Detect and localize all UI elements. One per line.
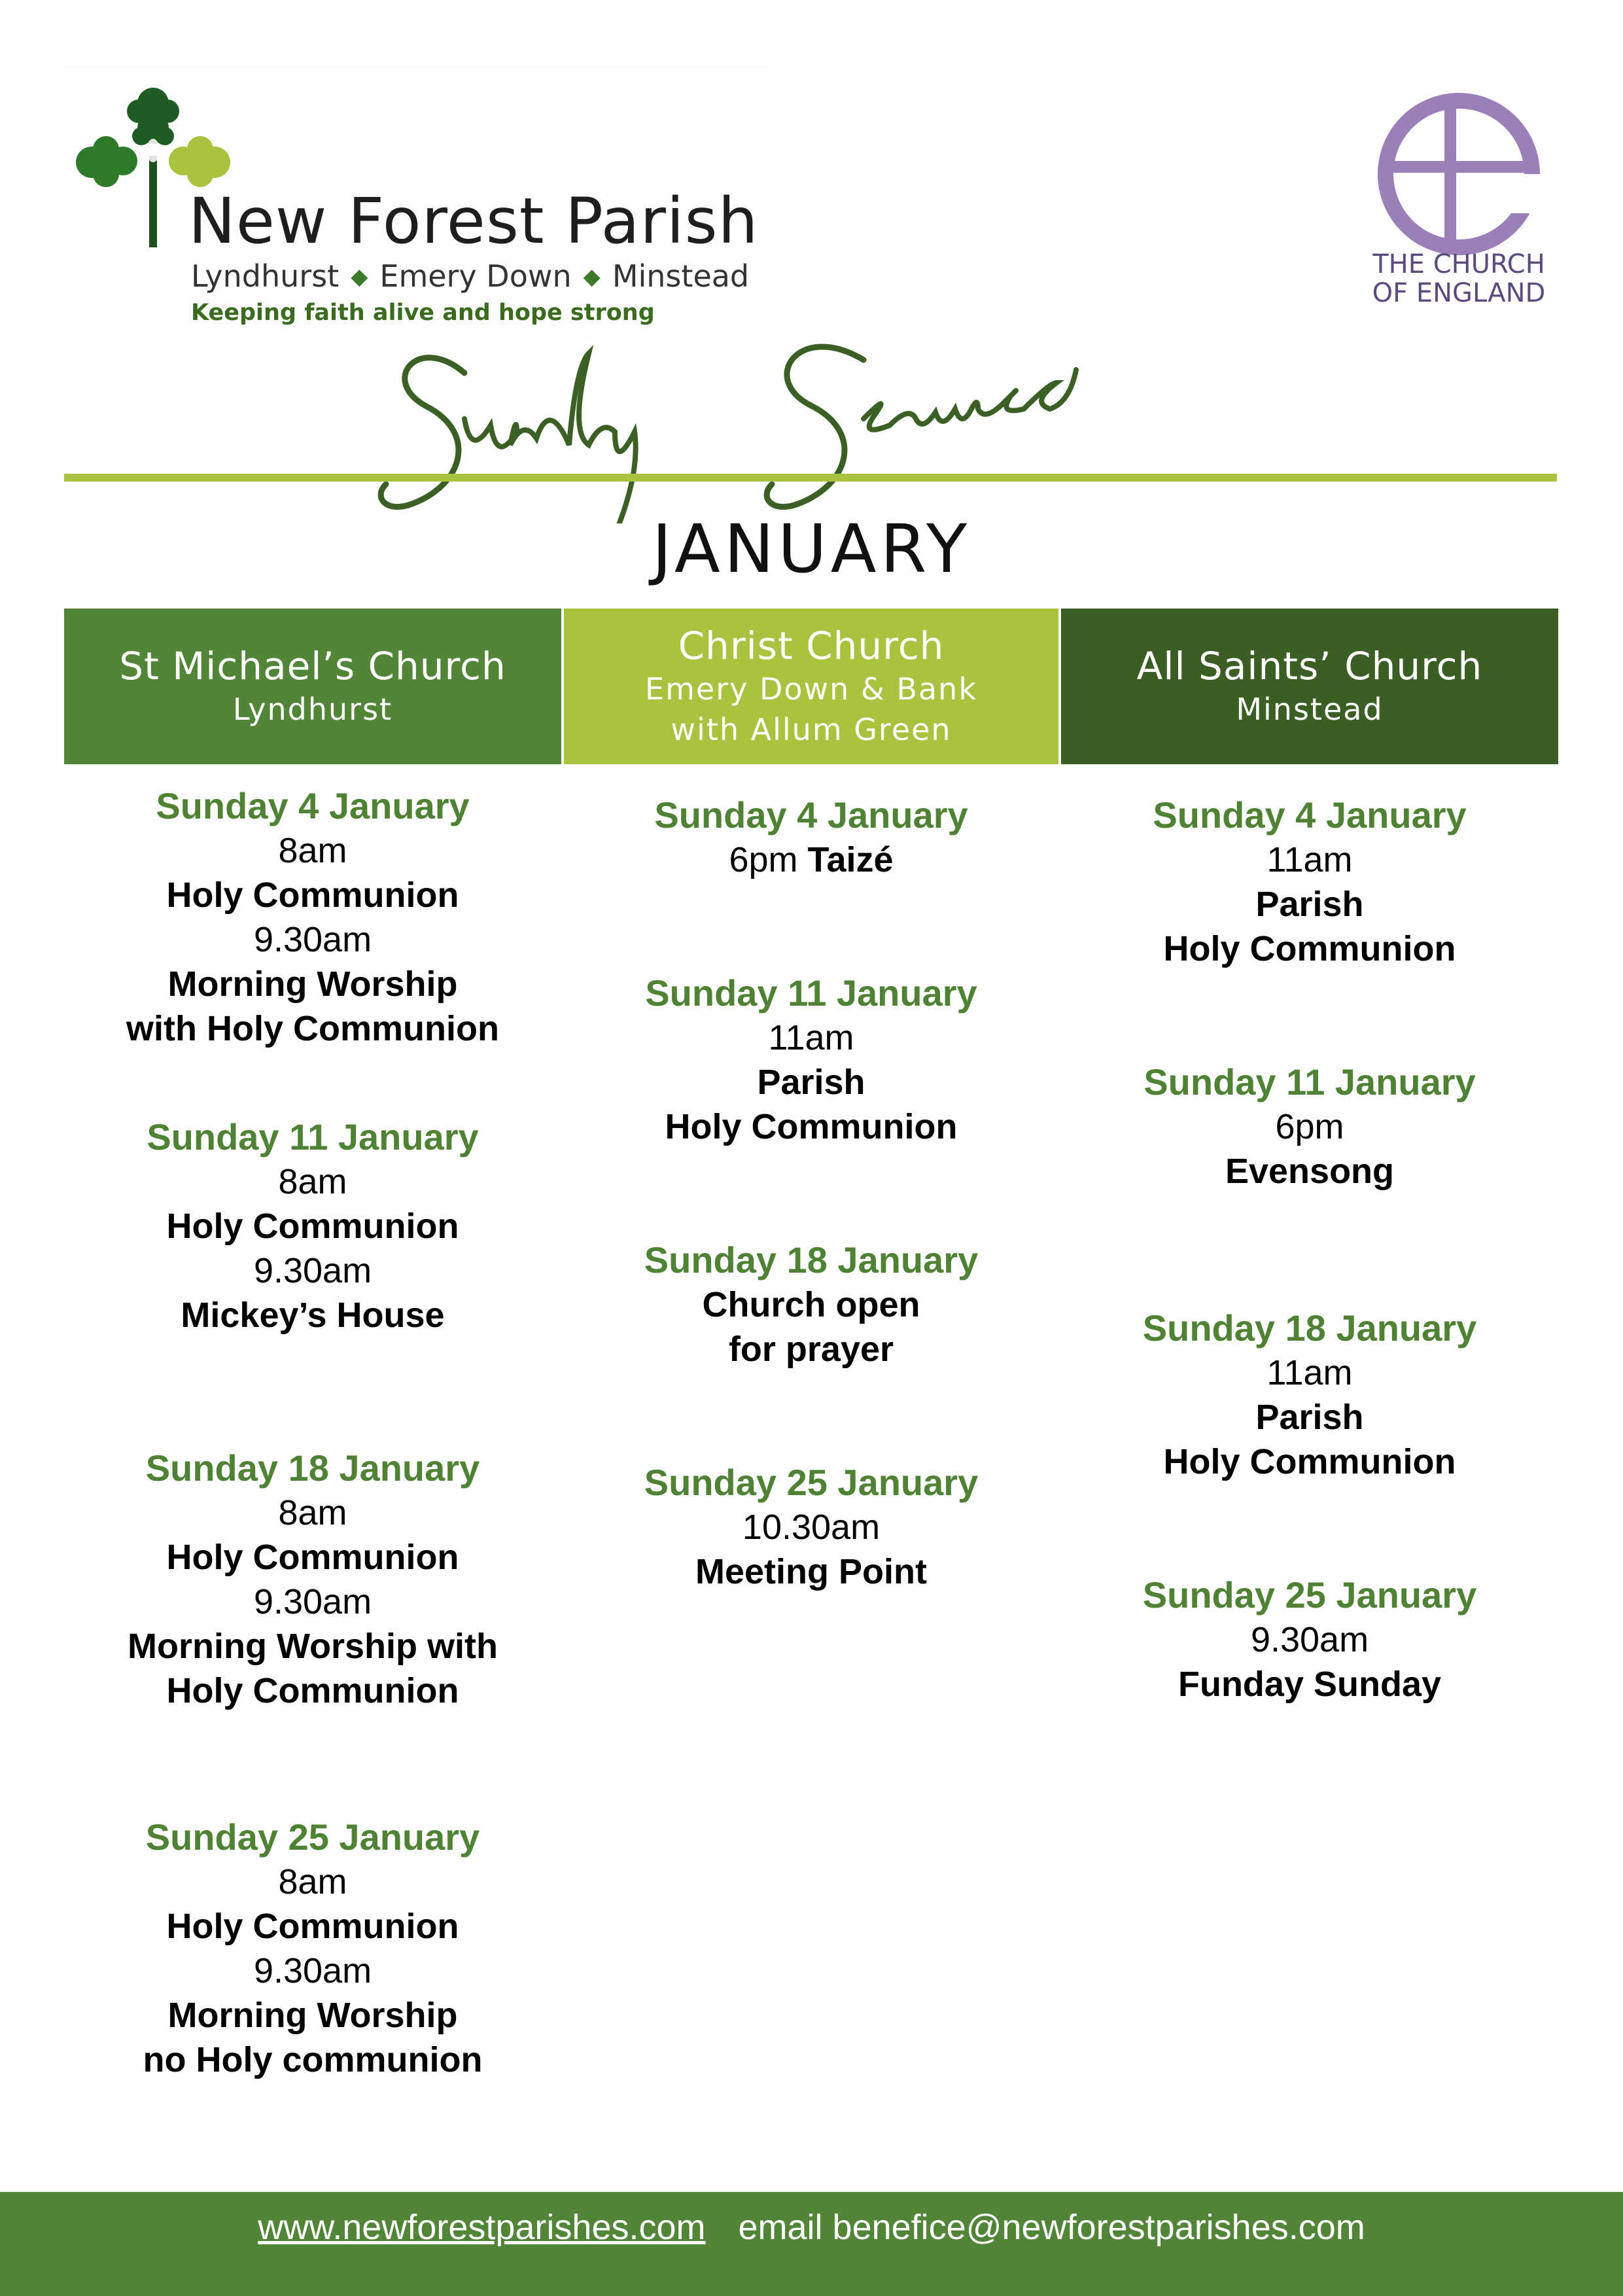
service-line bbox=[564, 838, 1058, 882]
service-date: Sunday 11 January bbox=[147, 1116, 479, 1157]
place-lyndhurst: Lyndhurst bbox=[191, 258, 340, 294]
service-date: Sunday 18 January bbox=[1142, 1307, 1477, 1349]
service-entry bbox=[64, 784, 561, 1051]
service-date: Sunday 4 January bbox=[156, 785, 470, 826]
website-link[interactable]: www.newforestparishes.com bbox=[258, 2208, 706, 2247]
service-entry bbox=[1061, 793, 1558, 971]
church-location-2: with Allum Green bbox=[671, 712, 952, 747]
service-time: 9.30am bbox=[253, 1582, 372, 1621]
service-name: Holy Communion bbox=[1163, 1442, 1456, 1481]
church-of-england-wordmark bbox=[1367, 250, 1550, 308]
service-name: Evensong bbox=[1225, 1152, 1395, 1191]
parish-places bbox=[191, 258, 749, 294]
church-header-christ-church bbox=[564, 609, 1058, 764]
footer-bar bbox=[0, 2192, 1623, 2296]
service-date: Sunday 25 January bbox=[1142, 1574, 1477, 1616]
place-minstead: Minstead bbox=[612, 258, 750, 294]
service-date: Sunday 11 January bbox=[645, 972, 977, 1014]
service-name: Morning Worship bbox=[167, 1996, 458, 2035]
service-time: 9.30am bbox=[253, 1251, 372, 1290]
service-name: Parish bbox=[757, 1063, 865, 1102]
service-name: Holy Communion bbox=[166, 1207, 459, 1246]
service-time: 8am bbox=[278, 1493, 347, 1532]
service-entry bbox=[564, 1238, 1058, 1371]
church-location: Lyndhurst bbox=[232, 692, 393, 727]
church-name: St Michael’s Church bbox=[119, 644, 506, 688]
service-date: Sunday 25 January bbox=[644, 1462, 979, 1503]
place-emery-down: Emery Down bbox=[379, 258, 572, 294]
service-entry bbox=[64, 1115, 561, 1337]
service-time: 6pm bbox=[729, 840, 798, 879]
service-entry bbox=[64, 1446, 561, 1713]
service-name: no Holy communion bbox=[143, 2040, 483, 2079]
church-location: Minstead bbox=[1236, 692, 1384, 727]
service-time: 9.30am bbox=[253, 920, 372, 959]
service-time: 6pm bbox=[1275, 1107, 1344, 1146]
service-name: with Holy Communion bbox=[126, 1009, 499, 1048]
coe-line-2: OF ENGLAND bbox=[1372, 278, 1546, 308]
church-name: All Saints’ Church bbox=[1136, 644, 1483, 688]
service-time: 9.30am bbox=[1250, 1620, 1369, 1659]
service-entry bbox=[1061, 1573, 1558, 1706]
parish-name: New Forest Parish bbox=[188, 185, 759, 258]
service-name: Parish bbox=[1255, 885, 1364, 924]
service-time: 9.30am bbox=[253, 1951, 372, 1990]
church-header-st-michaels bbox=[64, 609, 561, 764]
parish-tagline: Keeping faith alive and hope strong bbox=[191, 300, 655, 326]
email-contact[interactable]: email benefice@newforestparishes.com bbox=[738, 2208, 1365, 2247]
service-name: Funday Sunday bbox=[1178, 1665, 1442, 1704]
service-name: Morning Worship with bbox=[128, 1627, 498, 1666]
service-date: Sunday 4 January bbox=[1153, 794, 1467, 836]
service-entry bbox=[1061, 1060, 1558, 1193]
month-heading: JANUARY bbox=[652, 510, 971, 588]
service-date: Sunday 18 January bbox=[145, 1447, 480, 1489]
service-time: 11am bbox=[1266, 1353, 1353, 1392]
service-time: 8am bbox=[278, 1862, 347, 1901]
services-all-saints bbox=[1061, 793, 1558, 1706]
service-entry bbox=[1061, 1306, 1558, 1484]
service-name: Holy Communion bbox=[665, 1107, 958, 1146]
service-date: Sunday 11 January bbox=[1143, 1061, 1476, 1103]
church-location: Emery Down & Bank bbox=[645, 671, 977, 707]
service-name: Holy Communion bbox=[166, 1538, 459, 1577]
service-entry bbox=[64, 1815, 561, 2082]
service-name: Holy Communion bbox=[166, 875, 459, 915]
service-name: Morning Worship bbox=[167, 964, 458, 1004]
services-st-michaels bbox=[64, 784, 561, 2082]
service-entry bbox=[564, 793, 1058, 882]
title-underline bbox=[64, 474, 1557, 482]
service-time: 10.30am bbox=[742, 1508, 881, 1547]
diamond-bullet-icon: ◆ bbox=[351, 264, 368, 290]
service-name: Church open bbox=[702, 1285, 920, 1324]
service-time: 11am bbox=[1266, 840, 1353, 879]
service-time: 11am bbox=[768, 1018, 854, 1057]
church-name: Christ Church bbox=[678, 624, 945, 668]
services-christ-church bbox=[564, 793, 1058, 1594]
service-entry bbox=[564, 971, 1058, 1149]
service-name: Holy Communion bbox=[166, 1907, 459, 1946]
service-entry bbox=[564, 1460, 1058, 1594]
service-date: Sunday 18 January bbox=[644, 1239, 979, 1280]
service-date: Sunday 25 January bbox=[145, 1816, 480, 1858]
service-time: 8am bbox=[278, 831, 347, 870]
service-time: 8am bbox=[278, 1162, 347, 1201]
church-header-all-saints bbox=[1061, 609, 1558, 764]
service-name: Meeting Point bbox=[695, 1552, 927, 1591]
sunday-services-title bbox=[366, 308, 1269, 523]
service-name: Parish bbox=[1255, 1398, 1364, 1437]
coe-line-1: THE CHURCH bbox=[1372, 249, 1545, 279]
service-name: Mickey’s House bbox=[181, 1296, 445, 1335]
service-name: for prayer bbox=[728, 1330, 894, 1369]
diamond-bullet-icon: ◆ bbox=[583, 264, 601, 290]
service-name: Taizé bbox=[807, 840, 894, 879]
service-name: Holy Communion bbox=[166, 1671, 459, 1710]
service-name: Holy Communion bbox=[1163, 929, 1456, 968]
service-date: Sunday 4 January bbox=[654, 794, 968, 836]
